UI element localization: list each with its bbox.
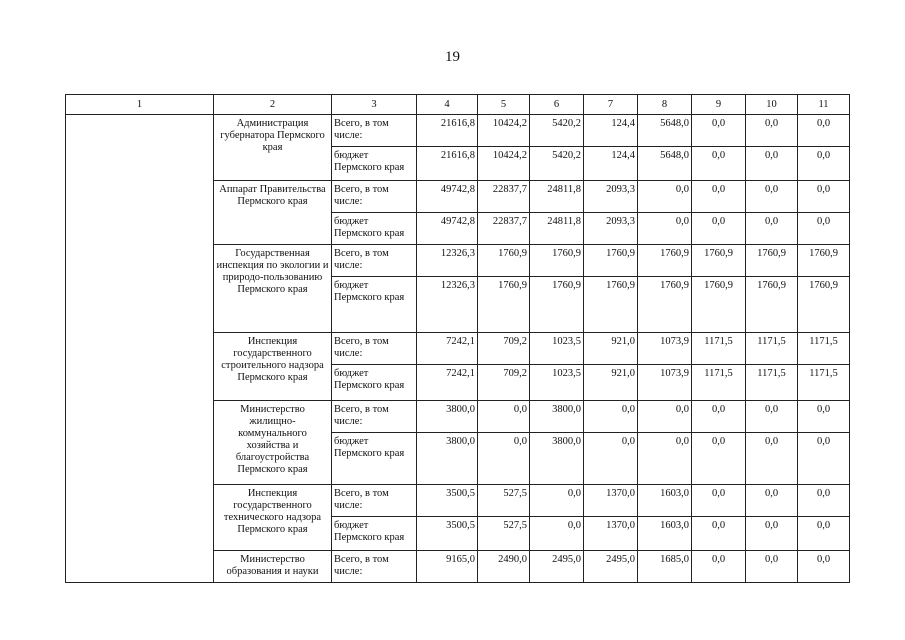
value-cell-col6: 0,0 <box>530 485 584 517</box>
value-cell-col5: 0,0 <box>478 401 530 433</box>
funding-source: Всего, в том числе: <box>332 245 417 277</box>
value-cell-col10: 0,0 <box>746 517 798 551</box>
value-cell-col8: 1760,9 <box>638 277 692 333</box>
value-cell-col8: 0,0 <box>638 401 692 433</box>
budget-table <box>65 94 850 583</box>
table-body <box>66 115 850 583</box>
value-cell-col7: 1370,0 <box>584 485 638 517</box>
value-cell-col7: 1370,0 <box>584 517 638 551</box>
value-cell-col8: 0,0 <box>638 433 692 485</box>
value-cell-col6: 1760,9 <box>530 245 584 277</box>
funding-source: бюджет Пермского края <box>332 517 417 551</box>
organization-name: Министерство жилищно-коммунального хозяйства и благоустройства Пермского края <box>214 401 332 485</box>
value-cell-col8: 1603,0 <box>638 485 692 517</box>
value-cell-col4: 9165,0 <box>417 551 478 583</box>
value-cell-col10: 0,0 <box>746 213 798 245</box>
value-cell-col10: 0,0 <box>746 115 798 147</box>
value-cell-col4: 12326,3 <box>417 245 478 277</box>
value-cell-col5: 1760,9 <box>478 245 530 277</box>
value-cell-col8: 5648,0 <box>638 147 692 181</box>
value-cell-col8: 1073,9 <box>638 333 692 365</box>
organization-name: Администрация губернатора Пермского края <box>214 115 332 181</box>
value-cell-col7: 921,0 <box>584 365 638 401</box>
value-cell-col7: 124,4 <box>584 115 638 147</box>
value-cell-col10: 0,0 <box>746 485 798 517</box>
value-cell-col11: 1171,5 <box>798 333 850 365</box>
organization-name: Аппарат Правительства Пермского края <box>214 181 332 245</box>
value-cell-col6: 3800,0 <box>530 433 584 485</box>
value-cell-col7: 124,4 <box>584 147 638 181</box>
column-header-3: 3 <box>332 95 417 115</box>
value-cell-col9: 1760,9 <box>692 245 746 277</box>
value-cell-col7: 1760,9 <box>584 277 638 333</box>
column-header-4: 4 <box>417 95 478 115</box>
funding-source: Всего, в том числе: <box>332 551 417 583</box>
value-cell-col11: 0,0 <box>798 433 850 485</box>
funding-source: Всего, в том числе: <box>332 333 417 365</box>
value-cell-col8: 1073,9 <box>638 365 692 401</box>
value-cell-col5: 10424,2 <box>478 147 530 181</box>
value-cell-col8: 1603,0 <box>638 517 692 551</box>
value-cell-col6: 0,0 <box>530 517 584 551</box>
value-cell-col6: 5420,2 <box>530 115 584 147</box>
value-cell-col11: 0,0 <box>798 401 850 433</box>
value-cell-col4: 12326,3 <box>417 277 478 333</box>
column-header-6: 6 <box>530 95 584 115</box>
value-cell-col11: 0,0 <box>798 551 850 583</box>
column-header-11: 11 <box>798 95 850 115</box>
value-cell-col11: 0,0 <box>798 517 850 551</box>
value-cell-col5: 22837,7 <box>478 213 530 245</box>
value-cell-col7: 921,0 <box>584 333 638 365</box>
column-header-1: 1 <box>66 95 214 115</box>
funding-source: бюджет Пермского края <box>332 433 417 485</box>
value-cell-col10: 1171,5 <box>746 365 798 401</box>
value-cell-col9: 0,0 <box>692 517 746 551</box>
value-cell-col5: 1760,9 <box>478 277 530 333</box>
value-cell-col6: 1023,5 <box>530 333 584 365</box>
column-header-9: 9 <box>692 95 746 115</box>
value-cell-col4: 3500,5 <box>417 517 478 551</box>
value-cell-col9: 1171,5 <box>692 365 746 401</box>
organization-name: Инспекция государственного технического надзора Пермского края <box>214 485 332 551</box>
column-header-5: 5 <box>478 95 530 115</box>
value-cell-col5: 22837,7 <box>478 181 530 213</box>
value-cell-col9: 0,0 <box>692 181 746 213</box>
value-cell-col11: 0,0 <box>798 181 850 213</box>
value-cell-col8: 5648,0 <box>638 115 692 147</box>
funding-source: бюджет Пермского края <box>332 277 417 333</box>
value-cell-col11: 1171,5 <box>798 365 850 401</box>
value-cell-col7: 2093,3 <box>584 213 638 245</box>
value-cell-col5: 10424,2 <box>478 115 530 147</box>
column-header-8: 8 <box>638 95 692 115</box>
organization-name: Министерство образования и науки <box>214 551 332 583</box>
value-cell-col6: 3800,0 <box>530 401 584 433</box>
funding-source: Всего, в том числе: <box>332 401 417 433</box>
funding-source: бюджет Пермского края <box>332 213 417 245</box>
value-cell-col8: 0,0 <box>638 181 692 213</box>
value-cell-col4: 49742,8 <box>417 181 478 213</box>
value-cell-col10: 0,0 <box>746 401 798 433</box>
value-cell-col8: 0,0 <box>638 213 692 245</box>
header-row <box>66 95 850 115</box>
value-cell-col4: 7242,1 <box>417 333 478 365</box>
page-number: 19 <box>445 49 460 65</box>
value-cell-col9: 0,0 <box>692 147 746 181</box>
value-cell-col8: 1760,9 <box>638 245 692 277</box>
value-cell-col5: 0,0 <box>478 433 530 485</box>
funding-source: Всего, в том числе: <box>332 115 417 147</box>
value-cell-col9: 0,0 <box>692 115 746 147</box>
value-cell-col9: 1760,9 <box>692 277 746 333</box>
column-header-7: 7 <box>584 95 638 115</box>
value-cell-col7: 1760,9 <box>584 245 638 277</box>
value-cell-col10: 1171,5 <box>746 333 798 365</box>
value-cell-col7: 0,0 <box>584 401 638 433</box>
table-row <box>66 115 850 147</box>
organization-name: Инспекция государственного строительного надзора Пермского края <box>214 333 332 401</box>
value-cell-col5: 2490,0 <box>478 551 530 583</box>
value-cell-col7: 2093,3 <box>584 181 638 213</box>
value-cell-col9: 0,0 <box>692 433 746 485</box>
column-1-cell <box>66 115 214 583</box>
value-cell-col4: 3800,0 <box>417 433 478 485</box>
value-cell-col9: 0,0 <box>692 551 746 583</box>
column-header-2: 2 <box>214 95 332 115</box>
value-cell-col11: 0,0 <box>798 147 850 181</box>
value-cell-col11: 1760,9 <box>798 245 850 277</box>
value-cell-col9: 1171,5 <box>692 333 746 365</box>
value-cell-col9: 0,0 <box>692 485 746 517</box>
value-cell-col4: 3500,5 <box>417 485 478 517</box>
value-cell-col10: 1760,9 <box>746 245 798 277</box>
value-cell-col4: 21616,8 <box>417 147 478 181</box>
value-cell-col8: 1685,0 <box>638 551 692 583</box>
value-cell-col5: 527,5 <box>478 485 530 517</box>
funding-source: Всего, в том числе: <box>332 181 417 213</box>
value-cell-col6: 2495,0 <box>530 551 584 583</box>
funding-source: бюджет Пермского края <box>332 365 417 401</box>
value-cell-col11: 0,0 <box>798 115 850 147</box>
value-cell-col9: 0,0 <box>692 401 746 433</box>
organization-name: Государственная инспекция по экологии и природо-пользованию Пермского края <box>214 245 332 333</box>
value-cell-col4: 3800,0 <box>417 401 478 433</box>
value-cell-col6: 24811,8 <box>530 213 584 245</box>
funding-source: Всего, в том числе: <box>332 485 417 517</box>
value-cell-col4: 7242,1 <box>417 365 478 401</box>
value-cell-col10: 0,0 <box>746 433 798 485</box>
value-cell-col10: 0,0 <box>746 147 798 181</box>
funding-source: бюджет Пермского края <box>332 147 417 181</box>
value-cell-col7: 0,0 <box>584 433 638 485</box>
value-cell-col6: 5420,2 <box>530 147 584 181</box>
column-header-10: 10 <box>746 95 798 115</box>
value-cell-col5: 709,2 <box>478 333 530 365</box>
value-cell-col6: 1023,5 <box>530 365 584 401</box>
value-cell-col10: 1760,9 <box>746 277 798 333</box>
value-cell-col11: 0,0 <box>798 485 850 517</box>
value-cell-col5: 709,2 <box>478 365 530 401</box>
value-cell-col9: 0,0 <box>692 213 746 245</box>
value-cell-col6: 1760,9 <box>530 277 584 333</box>
value-cell-col4: 21616,8 <box>417 115 478 147</box>
value-cell-col10: 0,0 <box>746 181 798 213</box>
value-cell-col7: 2495,0 <box>584 551 638 583</box>
value-cell-col10: 0,0 <box>746 551 798 583</box>
value-cell-col4: 49742,8 <box>417 213 478 245</box>
value-cell-col11: 0,0 <box>798 213 850 245</box>
value-cell-col6: 24811,8 <box>530 181 584 213</box>
value-cell-col11: 1760,9 <box>798 277 850 333</box>
value-cell-col5: 527,5 <box>478 517 530 551</box>
table-header <box>66 95 850 115</box>
